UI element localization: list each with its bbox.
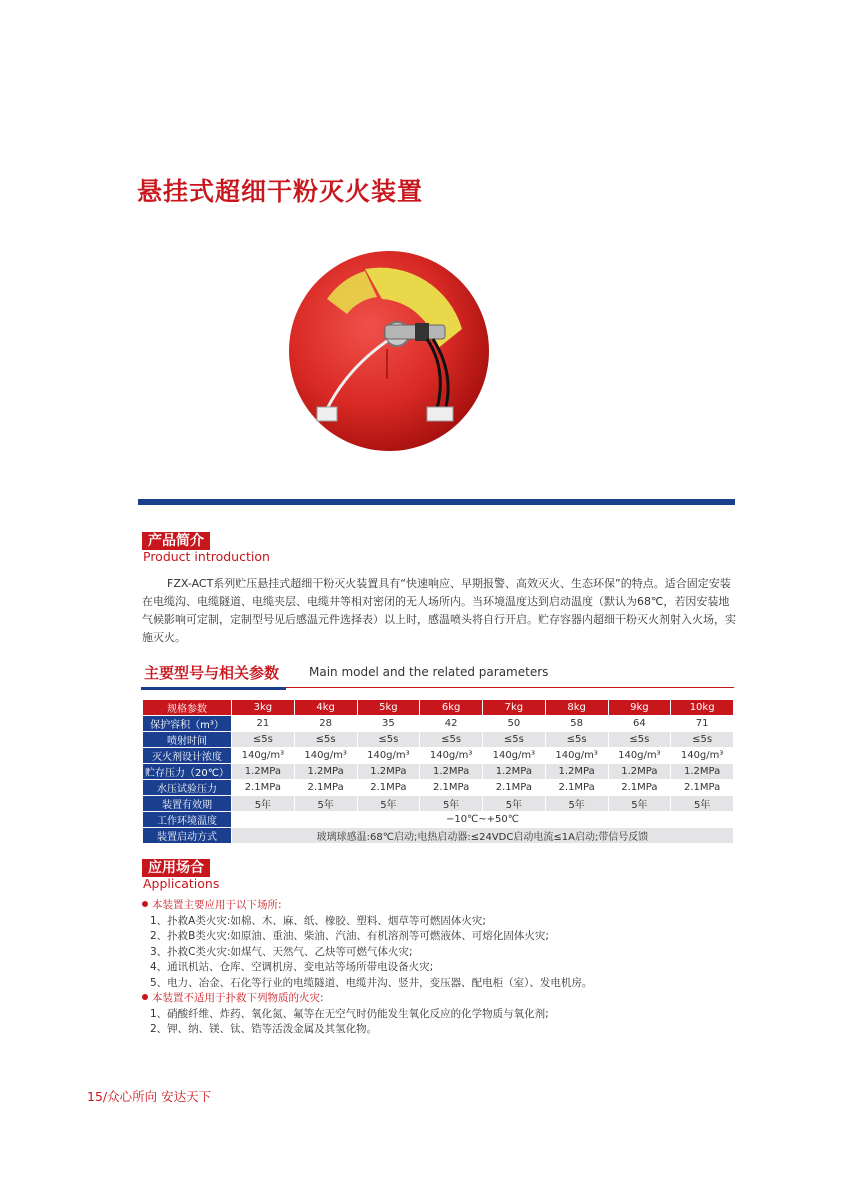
spec-cell: 140g/m³: [608, 748, 671, 764]
spec-cell: 2.1MPa: [420, 780, 483, 796]
spec-row-label: 保护容积（m³）: [143, 716, 232, 732]
spec-row-label: 灭火剂设计浓度: [143, 748, 232, 764]
params-underline-blue: [141, 687, 286, 690]
apps-title-cn: 应用场合: [142, 859, 210, 877]
spec-cell: 5年: [232, 796, 295, 812]
spec-cell: 1.2MPa: [483, 764, 546, 780]
spec-cell: 42: [420, 716, 483, 732]
spec-cell: 140g/m³: [671, 748, 734, 764]
apps-title-en: Applications: [143, 876, 220, 891]
spec-row: [143, 732, 734, 748]
spec-cell: ≤5s: [357, 732, 420, 748]
list-item: 2、扑救B类火灾:如原油、重油、柴油、汽油、有机溶剂等可燃液体、可熔化固体火灾;: [150, 930, 549, 942]
spec-row: [143, 748, 734, 764]
spec-cell: 5年: [294, 796, 357, 812]
spec-header-cell: 3kg: [232, 700, 295, 716]
spec-header-cell: 10kg: [671, 700, 734, 716]
spec-header-cell: 8kg: [545, 700, 608, 716]
list-item: 5、电力、冶金、石化等行业的电缆隧道、电缆井沟、竖井，变压器、配电柜（室）、发电机房。: [150, 976, 593, 989]
spec-row-temperature: [143, 812, 734, 828]
spec-cell: 140g/m³: [420, 748, 483, 764]
spec-cell: 21: [232, 716, 295, 732]
spec-header-cell: 规格参数: [143, 700, 232, 716]
spec-cell: 71: [671, 716, 734, 732]
spec-row-label: 工作环境温度: [143, 812, 232, 828]
spec-cell: 2.1MPa: [545, 780, 608, 796]
spec-row-label: 喷射时间: [143, 732, 232, 748]
spec-header-cell: 5kg: [357, 700, 420, 716]
spec-cell: 5年: [483, 796, 546, 812]
spec-cell: 2.1MPa: [294, 780, 357, 796]
spec-cell: 140g/m³: [357, 748, 420, 764]
spec-cell: 1.2MPa: [357, 764, 420, 780]
bullet-icon: [142, 901, 148, 907]
applicable-heading: 本装置主要应用于以下场所:: [142, 898, 736, 914]
spec-cell: 58: [545, 716, 608, 732]
section-divider: [138, 499, 735, 505]
spec-cell: 1.2MPa: [420, 764, 483, 780]
spec-cell: ≤5s: [294, 732, 357, 748]
spec-cell: 28: [294, 716, 357, 732]
spec-row-label: 装置启动方式: [143, 828, 232, 844]
spec-cell: 2.1MPa: [671, 780, 734, 796]
spec-cell: 5年: [608, 796, 671, 812]
list-item: 1、扑救A类火灾:如棉、木、麻、纸、橡胶、塑料、烟草等可燃固体火灾;: [150, 914, 486, 927]
spec-cell: 35: [357, 716, 420, 732]
spec-cell: 50: [483, 716, 546, 732]
spec-cell: 1.2MPa: [294, 764, 357, 780]
spec-cell: 2.1MPa: [608, 780, 671, 796]
spec-cell: ≤5s: [545, 732, 608, 748]
spec-cell: 2.1MPa: [232, 780, 295, 796]
spec-cell: 64: [608, 716, 671, 732]
spec-row: [143, 764, 734, 780]
params-title-en: Main model and the related parameters: [309, 665, 549, 679]
bullet-icon: [142, 994, 148, 1000]
list-item: 4、通讯机站、仓库、空调机房、变电站等场所带电设备火灾;: [150, 961, 434, 973]
spec-cell: 1.2MPa: [545, 764, 608, 780]
intro-body: FZX-ACT系列贮压悬挂式超细干粉灭火装置具有“快速响应、早期报警、高效灭火、生态环保”的特点。适合固定安装在电缆沟、电缆隧道、电缆夹层、电缆井等相对密闭的无人场所内。当环境温度达到启动温度（默认为68℃，若因安装地气候影响可定制，定制型号见后感温元件选择表）以上时，感温喷头将自行开启。贮存容器内超细干粉灭火剂射入火场，实施灭火。: [142, 577, 736, 644]
spec-cell: 5年: [671, 796, 734, 812]
spec-header-cell: 9kg: [608, 700, 671, 716]
spec-cell: ≤5s: [483, 732, 546, 748]
spec-header-row: [143, 700, 734, 716]
spec-cell: ≤5s: [232, 732, 295, 748]
spec-row: [143, 796, 734, 812]
spec-row-label: 贮存压力（20℃）: [143, 764, 232, 780]
spec-cell: 140g/m³: [483, 748, 546, 764]
params-title-cn: 主要型号与相关参数: [144, 664, 280, 682]
not-applicable-heading: 本装置不适用于扑救下列物质的火灾:: [142, 991, 736, 1007]
spec-cell: 1.2MPa: [608, 764, 671, 780]
page-footer: 15/众心所向 安达天下: [87, 1089, 212, 1104]
params-underline-red: [286, 687, 734, 688]
fire-extinguisher-image: [287, 249, 491, 453]
spec-cell: 5年: [545, 796, 608, 812]
page-title: 悬挂式超细干粉灭火装置: [137, 177, 424, 206]
spec-cell: 5年: [357, 796, 420, 812]
intro-heading: [142, 530, 210, 550]
spec-table: [142, 699, 734, 844]
spec-cell: ≤5s: [671, 732, 734, 748]
spec-cell: 5年: [420, 796, 483, 812]
spec-cell-start-method: 玻璃球感温:68℃启动;电热启动器:≤24VDC启动电流≤1A启动;带信号反馈: [232, 828, 734, 844]
spec-row: [143, 716, 734, 732]
intro-title-en: Product introduction: [143, 549, 270, 564]
spec-cell: 140g/m³: [294, 748, 357, 764]
spec-cell: 2.1MPa: [483, 780, 546, 796]
list-item: 2、钾、纳、镁、钛、锆等活泼金属及其氢化物。: [150, 1023, 378, 1035]
spec-cell: ≤5s: [608, 732, 671, 748]
list-item: 3、扑救C类火灾:如煤气、天然气、乙炔等可燃气体火灾;: [150, 945, 413, 958]
spec-row-label: 水压试验压力: [143, 780, 232, 796]
spec-cell: 2.1MPa: [357, 780, 420, 796]
spec-row: [143, 780, 734, 796]
spec-header-cell: 6kg: [420, 700, 483, 716]
list-item: 1、硝酸纤维、炸药、氧化氮、氟等在无空气时仍能发生氧化反应的化学物质与氧化剂;: [150, 1007, 549, 1020]
apps-list: [142, 898, 736, 1038]
spec-cell: 140g/m³: [545, 748, 608, 764]
apps-heading: [142, 857, 210, 877]
spec-cell-temperature: −10℃~+50℃: [232, 812, 734, 828]
spec-cell: 1.2MPa: [232, 764, 295, 780]
intro-title-cn: 产品简介: [142, 532, 210, 550]
spec-header-cell: 4kg: [294, 700, 357, 716]
spec-cell: ≤5s: [420, 732, 483, 748]
spec-header-cell: 7kg: [483, 700, 546, 716]
spec-cell: 1.2MPa: [671, 764, 734, 780]
spec-cell: 140g/m³: [232, 748, 295, 764]
spec-row-label: 装置有效期: [143, 796, 232, 812]
spec-row-start-method: [143, 828, 734, 844]
